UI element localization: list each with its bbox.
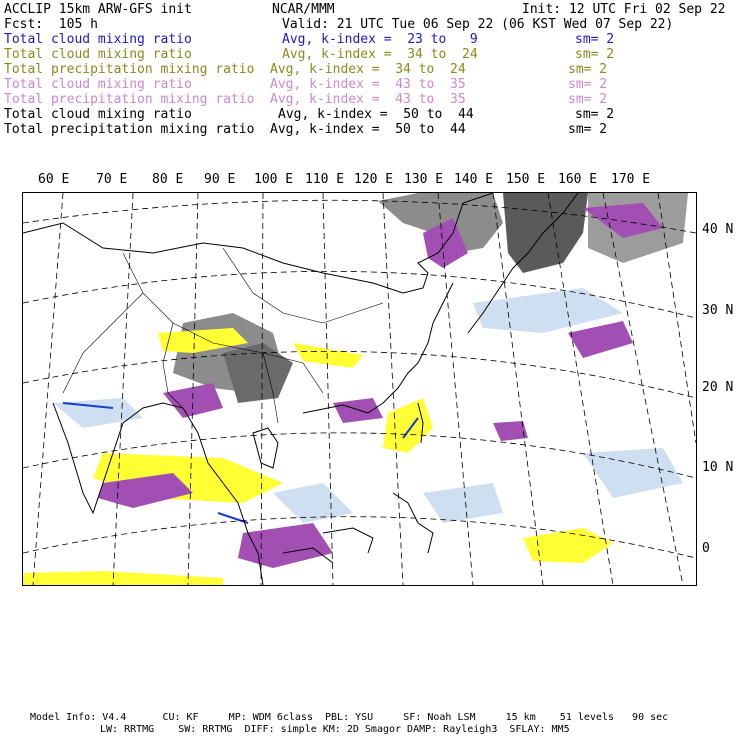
longitude-label: 60 E — [38, 172, 70, 187]
graticule — [23, 193, 696, 585]
longitude-label: 170 E — [611, 172, 651, 187]
map-panel — [22, 192, 697, 586]
longitude-label: 140 E — [454, 172, 494, 187]
legend-field-name: Total cloud mixing ratio — [4, 32, 192, 47]
latitude-label: 10 N — [702, 460, 734, 475]
legend-k-index-range: Avg, k-index = 50 to 44 — [278, 107, 474, 122]
longitude-label: 110 E — [305, 172, 345, 187]
latitude-label: 30 N — [702, 303, 734, 318]
legend-smoothing: sm= 2 — [575, 47, 615, 62]
legend-k-index-range: Avg, k-index = 23 to 9 — [282, 32, 478, 47]
legend-field-name: Total cloud mixing ratio — [4, 47, 192, 62]
model-title: ACCLIP 15km ARW-GFS init — [4, 2, 192, 17]
legend-smoothing: sm= 2 — [575, 32, 615, 47]
legend-field-name: Total precipitation mixing ratio — [4, 62, 255, 77]
forecast-hour: Fcst: 105 h — [4, 17, 98, 32]
legend-k-index-range: Avg, k-index = 34 to 24 — [282, 47, 478, 62]
longitude-label: 160 E — [558, 172, 598, 187]
legend-smoothing: sm= 2 — [568, 62, 608, 77]
legend-field-name: Total precipitation mixing ratio — [4, 122, 255, 137]
legend-k-index-range: Avg, k-index = 43 to 35 — [270, 92, 466, 107]
longitude-label: 130 E — [404, 172, 444, 187]
longitude-label: 100 E — [254, 172, 294, 187]
legend-field-name: Total cloud mixing ratio — [4, 77, 192, 92]
longitude-label: 90 E — [204, 172, 236, 187]
latitude-label: 0 — [702, 541, 710, 556]
purple-precip-field — [98, 203, 663, 568]
longitude-label: 120 E — [354, 172, 394, 187]
latitude-label: 40 N — [702, 222, 734, 237]
init-time: Init: 12 UTC Fri 02 Sep 22 — [522, 2, 726, 17]
legend-k-index-range: Avg, k-index = 34 to 24 — [270, 62, 466, 77]
legend-smoothing: sm= 2 — [568, 122, 608, 137]
legend-smoothing: sm= 2 — [575, 107, 615, 122]
longitude-label: 70 E — [96, 172, 128, 187]
valid-time: Valid: 21 UTC Tue 06 Sep 22 (06 KST Wed 07 Sep 22) — [282, 17, 674, 32]
legend-smoothing: sm= 2 — [568, 92, 608, 107]
org-label: NCAR/MMM — [272, 2, 335, 17]
model-info-line: Model Info: V4.4 CU: KF MP: WDM 6class PBL: YSU SF: Noah LSM 15 km 51 levels 90 sec — [30, 712, 669, 723]
physics-info-line: LW: RRTMG SW: RRTMG DIFF: simple KM: 2D Smagor DAMP: Rayleigh3 SFLAY: MM5 — [100, 724, 570, 735]
legend-smoothing: sm= 2 — [568, 77, 608, 92]
legend-field-name: Total cloud mixing ratio — [4, 107, 192, 122]
map-canvas — [23, 193, 696, 585]
longitude-label: 80 E — [152, 172, 184, 187]
legend-field-name: Total precipitation mixing ratio — [4, 92, 255, 107]
legend-k-index-range: Avg, k-index = 43 to 35 — [270, 77, 466, 92]
longitude-label: 150 E — [506, 172, 546, 187]
legend-k-index-range: Avg, k-index = 50 to 44 — [270, 122, 466, 137]
latitude-label: 20 N — [702, 380, 734, 395]
